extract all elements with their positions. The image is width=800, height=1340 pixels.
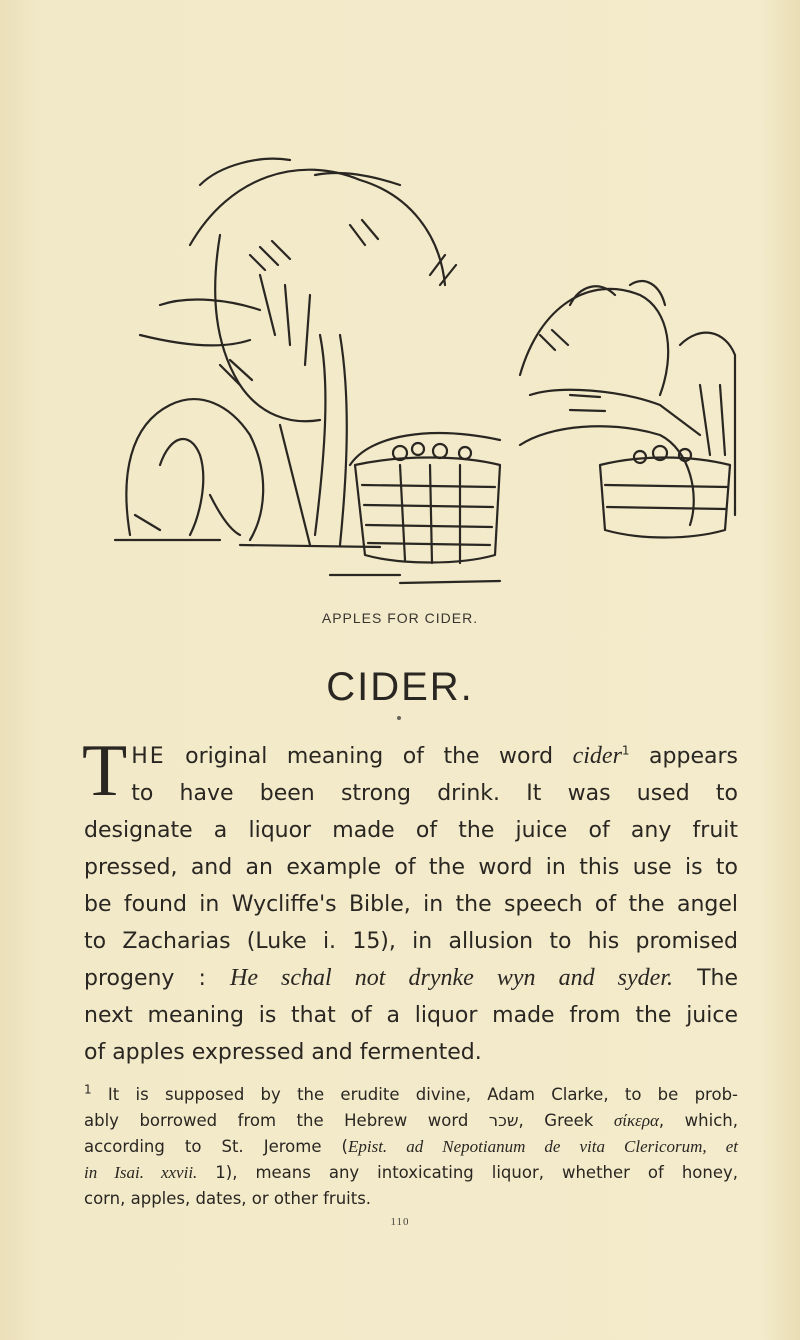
illustration-caption: APPLES FOR CIDER. xyxy=(321,610,479,626)
greek-word: σίκερα xyxy=(613,1111,659,1130)
footnote xyxy=(84,1082,738,1212)
lead-word: HE xyxy=(131,744,166,769)
citation: Epist. ad Nepotianum de vita Clericorum, et xyxy=(347,1137,739,1156)
text-line-1: HE original meaning of the word cider$^1$ appears xyxy=(131,743,738,769)
text-line-5: be found in Wycliffe's Bible, in the speech of the angel xyxy=(84,892,738,917)
footnote-line-5: corn, apples, dates, or other fruits. xyxy=(84,1189,372,1208)
body-paragraph xyxy=(82,730,738,1071)
text-line-2: to have been strong drink. It was used to xyxy=(131,781,738,806)
hebrew-word: שכר xyxy=(488,1111,519,1130)
title-ornament xyxy=(397,716,401,720)
footnote-ref: 1 xyxy=(621,743,630,758)
chapter-title: CIDER. xyxy=(326,665,474,709)
page-number: 110 xyxy=(390,1216,410,1228)
text-line-7: progeny : He schal not drynke wyn and syder. The xyxy=(84,965,738,991)
footnote-line-3: according to St. Jerome (Epist. ad Nepotianum de vita Clericorum, et xyxy=(84,1137,739,1156)
word-cider: cider xyxy=(572,743,622,769)
illustration xyxy=(100,135,740,595)
citation-cont: in Isai. xxvii. xyxy=(84,1163,198,1182)
text-line-3: designate a liquor made of the juice of any fruit xyxy=(84,818,738,843)
quote: He schal not drynke wyn and syder. xyxy=(230,965,674,991)
text-line-8: next meaning is that of a liquor made from the juice xyxy=(84,1003,738,1028)
drop-cap: T xyxy=(82,730,128,812)
footnote-line-4: in Isai. xxvii. 1), means any intoxicating liquor, whether of honey, xyxy=(84,1163,738,1182)
text-line-4: pressed, and an example of the word in this use is to xyxy=(84,855,738,880)
apple-pickers-sketch-icon xyxy=(100,135,740,595)
footnote-line-1: $^1$ It is supposed by the erudite divine, Adam Clarke, to be prob- xyxy=(84,1082,738,1104)
text-line-6: to Zacharias (Luke i. 15), in allusion to his promised xyxy=(84,929,738,954)
footnote-line-2: ably borrowed from the Hebrew word שכר, Greek σίκερα, which, xyxy=(84,1111,738,1130)
text-line-9: of apples expressed and fermented. xyxy=(84,1040,482,1065)
footnote-marker: 1 xyxy=(84,1082,92,1097)
